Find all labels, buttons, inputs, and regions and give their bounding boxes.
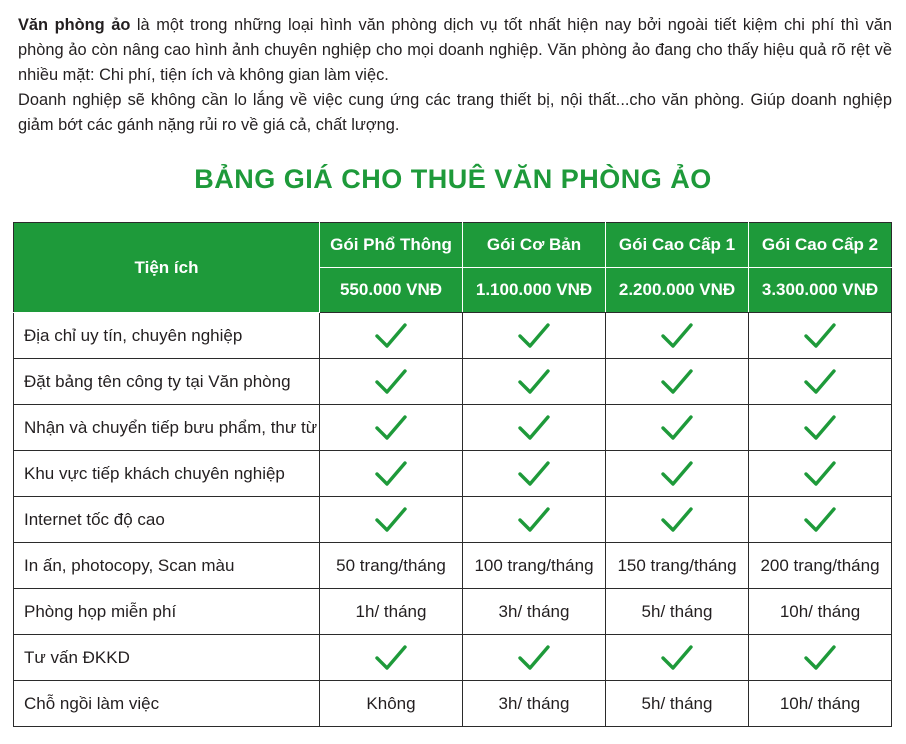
included-cell (606, 359, 749, 405)
feature-name: Phòng họp miễn phí (14, 589, 320, 635)
checkmark-icon (517, 322, 551, 350)
checkmark-icon (803, 460, 837, 488)
included-cell (606, 405, 749, 451)
value-cell: 1h/ tháng (320, 589, 463, 635)
included-cell (606, 451, 749, 497)
checkmark-icon (517, 506, 551, 534)
checkmark-icon (517, 368, 551, 396)
table-row (14, 635, 892, 681)
checkmark-icon (803, 368, 837, 396)
feature-name: Chỗ ngồi làm việc (14, 681, 320, 727)
plan-price: 1.100.000 VNĐ (463, 268, 606, 313)
included-cell (749, 313, 892, 359)
included-cell (320, 359, 463, 405)
checkmark-icon (374, 368, 408, 396)
checkmark-icon (660, 368, 694, 396)
checkmark-icon (660, 506, 694, 534)
price-table (13, 222, 892, 727)
checkmark-icon (660, 460, 694, 488)
value-cell: 150 trang/tháng (606, 543, 749, 589)
included-cell (463, 359, 606, 405)
value-cell: 5h/ tháng (606, 681, 749, 727)
plan-name: Gói Cao Cấp 1 (606, 223, 749, 268)
intro-paragraph-1-text: là một trong những loại hình văn phòng dịch vụ tốt nhất hiện nay bởi ngoài tiết kiệm chi phí thì văn phòng ảo còn nâng cao hình ảnh chuyên nghiệp cho mọi doanh nghiệp. Văn phòng ảo đang cho thấy hiệu quả rõ rệt về nhiều mặt: Chi phí, tiện ích và không gian làm việc. (18, 16, 892, 84)
checkmark-icon (660, 414, 694, 442)
value-cell: 50 trang/tháng (320, 543, 463, 589)
included-cell (320, 451, 463, 497)
table-row (14, 313, 892, 359)
page-title: BẢNG GIÁ CHO THUÊ VĂN PHÒNG ẢO (194, 164, 712, 194)
plan-name-row (14, 223, 892, 268)
table-row (14, 543, 892, 589)
price-table-body (14, 313, 892, 727)
value-cell: Không (320, 681, 463, 727)
plan-price: 3.300.000 VNĐ (749, 268, 892, 313)
value-cell: 100 trang/tháng (463, 543, 606, 589)
table-row (14, 497, 892, 543)
checkmark-icon (517, 414, 551, 442)
checkmark-icon (374, 644, 408, 672)
included-cell (463, 635, 606, 681)
included-cell (320, 313, 463, 359)
feature-name: In ấn, photocopy, Scan màu (14, 543, 320, 589)
included-cell (463, 405, 606, 451)
feature-name: Tư vấn ĐKKD (14, 635, 320, 681)
included-cell (320, 497, 463, 543)
included-cell (320, 635, 463, 681)
value-cell: 3h/ tháng (463, 681, 606, 727)
included-cell (606, 313, 749, 359)
included-cell (606, 635, 749, 681)
included-cell (463, 497, 606, 543)
feature-name: Nhận và chuyển tiếp bưu phẩm, thư từ (14, 405, 320, 451)
table-row (14, 405, 892, 451)
checkmark-icon (374, 460, 408, 488)
checkmark-icon (660, 322, 694, 350)
included-cell (749, 359, 892, 405)
checkmark-icon (374, 506, 408, 534)
plan-name: Gói Cao Cấp 2 (749, 223, 892, 268)
table-row (14, 681, 892, 727)
price-table-header (14, 223, 892, 313)
included-cell (749, 497, 892, 543)
included-cell (463, 451, 606, 497)
checkmark-icon (803, 322, 837, 350)
feature-name: Internet tốc độ cao (14, 497, 320, 543)
value-cell: 200 trang/tháng (749, 543, 892, 589)
value-cell: 10h/ tháng (749, 589, 892, 635)
intro-bold-term: Văn phòng ảo (18, 16, 131, 34)
plan-name: Gói Phổ Thông (320, 223, 463, 268)
checkmark-icon (374, 322, 408, 350)
feature-name: Đặt bảng tên công ty tại Văn phòng (14, 359, 320, 405)
value-cell: 10h/ tháng (749, 681, 892, 727)
table-row (14, 589, 892, 635)
value-cell: 5h/ tháng (606, 589, 749, 635)
intro-text (18, 13, 892, 138)
checkmark-icon (803, 506, 837, 534)
table-row (14, 451, 892, 497)
included-cell (463, 313, 606, 359)
included-cell (749, 405, 892, 451)
intro-paragraph-2: Doanh nghiệp sẽ không cần lo lắng về việc cung ứng các trang thiết bị, nội thất...cho văn phòng. Giúp doanh nghiệp giảm bớt các gánh nặng rủi ro về giá cả, chất lượng. (18, 91, 892, 134)
plan-price: 2.200.000 VNĐ (606, 268, 749, 313)
checkmark-icon (803, 414, 837, 442)
included-cell (606, 497, 749, 543)
plan-price: 550.000 VNĐ (320, 268, 463, 313)
checkmark-icon (803, 644, 837, 672)
table-row (14, 359, 892, 405)
checkmark-icon (517, 644, 551, 672)
value-cell: 3h/ tháng (463, 589, 606, 635)
feature-column-header: Tiện ích (14, 223, 320, 313)
feature-name: Khu vực tiếp khách chuyên nghiệp (14, 451, 320, 497)
included-cell (320, 405, 463, 451)
intro-paragraph-1 (18, 13, 892, 88)
included-cell (749, 451, 892, 497)
feature-name: Địa chỉ uy tín, chuyên nghiệp (14, 313, 320, 359)
plan-name: Gói Cơ Bản (463, 223, 606, 268)
checkmark-icon (374, 414, 408, 442)
checkmark-icon (517, 460, 551, 488)
included-cell (749, 635, 892, 681)
checkmark-icon (660, 644, 694, 672)
